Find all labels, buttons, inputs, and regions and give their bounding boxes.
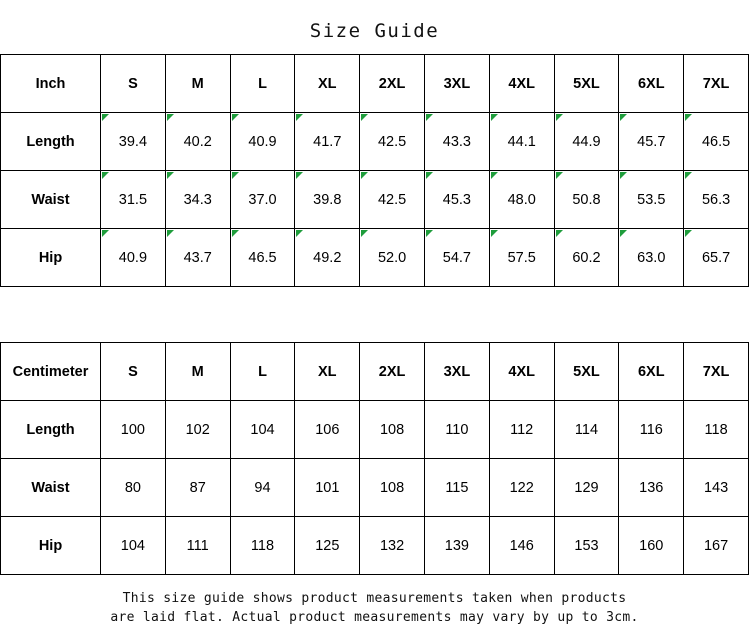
table-spacer bbox=[0, 287, 749, 342]
cell-hip-6xl-cm: 160 bbox=[619, 517, 684, 575]
cell-hip-5xl-inch: 60.2 bbox=[554, 229, 619, 287]
cell-hip-s-cm: 104 bbox=[101, 517, 166, 575]
cell-waist-s-inch: 31.5 bbox=[101, 171, 166, 229]
cell-length-m-inch: 40.2 bbox=[165, 113, 230, 171]
cell-length-l-inch: 40.9 bbox=[230, 113, 295, 171]
cell-waist-xl-cm: 101 bbox=[295, 459, 360, 517]
cell-hip-2xl-inch: 52.0 bbox=[360, 229, 425, 287]
size-header-2xl: 2XL bbox=[360, 55, 425, 113]
size-header-3xl-cm: 3XL bbox=[424, 343, 489, 401]
cell-length-2xl-inch: 42.5 bbox=[360, 113, 425, 171]
cell-hip-2xl-cm: 132 bbox=[360, 517, 425, 575]
size-header-5xl: 5XL bbox=[554, 55, 619, 113]
table-row bbox=[1, 229, 749, 287]
cell-waist-l-inch: 37.0 bbox=[230, 171, 295, 229]
size-header-m: M bbox=[165, 55, 230, 113]
cell-hip-7xl-cm: 167 bbox=[684, 517, 749, 575]
table-row bbox=[1, 401, 749, 459]
cell-waist-3xl-cm: 115 bbox=[424, 459, 489, 517]
cell-length-xl-cm: 106 bbox=[295, 401, 360, 459]
unit-header-inch: Inch bbox=[1, 55, 101, 113]
row-label-hip-cm: Hip bbox=[1, 517, 101, 575]
table-row bbox=[1, 343, 749, 401]
page-title: Size Guide bbox=[309, 20, 440, 42]
cell-waist-5xl-inch: 50.8 bbox=[554, 171, 619, 229]
size-header-6xl: 6XL bbox=[619, 55, 684, 113]
cell-hip-4xl-cm: 146 bbox=[489, 517, 554, 575]
cell-length-7xl-cm: 118 bbox=[684, 401, 749, 459]
centimeter-size-table bbox=[0, 342, 749, 575]
cell-length-xl-inch: 41.7 bbox=[295, 113, 360, 171]
footnote-line-2: are laid flat. Actual product measurements may vary by up to 3cm. bbox=[110, 610, 639, 625]
cell-length-5xl-cm: 114 bbox=[554, 401, 619, 459]
inch-size-table bbox=[0, 54, 749, 287]
cell-waist-3xl-inch: 45.3 bbox=[424, 171, 489, 229]
cell-hip-l-inch: 46.5 bbox=[230, 229, 295, 287]
cell-waist-4xl-cm: 122 bbox=[489, 459, 554, 517]
cell-length-4xl-inch: 44.1 bbox=[489, 113, 554, 171]
size-header-4xl: 4XL bbox=[489, 55, 554, 113]
size-header-l: L bbox=[230, 55, 295, 113]
size-header-xl: XL bbox=[295, 55, 360, 113]
unit-header-centimeter: Centimeter bbox=[1, 343, 101, 401]
cell-hip-6xl-inch: 63.0 bbox=[619, 229, 684, 287]
cell-waist-7xl-inch: 56.3 bbox=[684, 171, 749, 229]
cell-waist-m-inch: 34.3 bbox=[165, 171, 230, 229]
cell-length-3xl-cm: 110 bbox=[424, 401, 489, 459]
size-header-7xl: 7XL bbox=[684, 55, 749, 113]
cell-waist-xl-inch: 39.8 bbox=[295, 171, 360, 229]
cell-hip-l-cm: 118 bbox=[230, 517, 295, 575]
cell-length-4xl-cm: 112 bbox=[489, 401, 554, 459]
cell-waist-2xl-inch: 42.5 bbox=[360, 171, 425, 229]
footnote-line-1: This size guide shows product measurements taken when products bbox=[122, 591, 627, 606]
cell-waist-l-cm: 94 bbox=[230, 459, 295, 517]
cell-hip-4xl-inch: 57.5 bbox=[489, 229, 554, 287]
cell-hip-3xl-cm: 139 bbox=[424, 517, 489, 575]
cell-hip-3xl-inch: 54.7 bbox=[424, 229, 489, 287]
table-row bbox=[1, 113, 749, 171]
size-header-6xl-cm: 6XL bbox=[619, 343, 684, 401]
cell-hip-m-inch: 43.7 bbox=[165, 229, 230, 287]
cell-hip-s-inch: 40.9 bbox=[101, 229, 166, 287]
footnote bbox=[0, 575, 749, 627]
cell-length-5xl-inch: 44.9 bbox=[554, 113, 619, 171]
cell-hip-7xl-inch: 65.7 bbox=[684, 229, 749, 287]
size-header-4xl-cm: 4XL bbox=[489, 343, 554, 401]
size-header-7xl-cm: 7XL bbox=[684, 343, 749, 401]
size-header-l-cm: L bbox=[230, 343, 295, 401]
cell-length-s-cm: 100 bbox=[101, 401, 166, 459]
cell-length-3xl-inch: 43.3 bbox=[424, 113, 489, 171]
cell-length-m-cm: 102 bbox=[165, 401, 230, 459]
cell-hip-xl-cm: 125 bbox=[295, 517, 360, 575]
row-label-length-inch: Length bbox=[1, 113, 101, 171]
cell-hip-m-cm: 111 bbox=[165, 517, 230, 575]
size-header-3xl: 3XL bbox=[424, 55, 489, 113]
cell-waist-5xl-cm: 129 bbox=[554, 459, 619, 517]
size-header-s: S bbox=[101, 55, 166, 113]
size-header-m-cm: M bbox=[165, 343, 230, 401]
row-label-waist-inch: Waist bbox=[1, 171, 101, 229]
cell-waist-4xl-inch: 48.0 bbox=[489, 171, 554, 229]
cell-waist-m-cm: 87 bbox=[165, 459, 230, 517]
cell-length-6xl-cm: 116 bbox=[619, 401, 684, 459]
table-row bbox=[1, 55, 749, 113]
size-header-s-cm: S bbox=[101, 343, 166, 401]
table-row bbox=[1, 517, 749, 575]
row-label-waist-cm: Waist bbox=[1, 459, 101, 517]
cell-waist-s-cm: 80 bbox=[101, 459, 166, 517]
cell-length-6xl-inch: 45.7 bbox=[619, 113, 684, 171]
row-label-length-cm: Length bbox=[1, 401, 101, 459]
cell-waist-6xl-inch: 53.5 bbox=[619, 171, 684, 229]
size-header-xl-cm: XL bbox=[295, 343, 360, 401]
table-row bbox=[1, 171, 749, 229]
cell-length-s-inch: 39.4 bbox=[101, 113, 166, 171]
size-header-5xl-cm: 5XL bbox=[554, 343, 619, 401]
cell-waist-7xl-cm: 143 bbox=[684, 459, 749, 517]
table-row bbox=[1, 459, 749, 517]
cell-hip-xl-inch: 49.2 bbox=[295, 229, 360, 287]
row-label-hip-inch: Hip bbox=[1, 229, 101, 287]
cell-hip-5xl-cm: 153 bbox=[554, 517, 619, 575]
cell-length-2xl-cm: 108 bbox=[360, 401, 425, 459]
size-header-2xl-cm: 2XL bbox=[360, 343, 425, 401]
cell-length-l-cm: 104 bbox=[230, 401, 295, 459]
cell-waist-6xl-cm: 136 bbox=[619, 459, 684, 517]
cell-waist-2xl-cm: 108 bbox=[360, 459, 425, 517]
cell-length-7xl-inch: 46.5 bbox=[684, 113, 749, 171]
